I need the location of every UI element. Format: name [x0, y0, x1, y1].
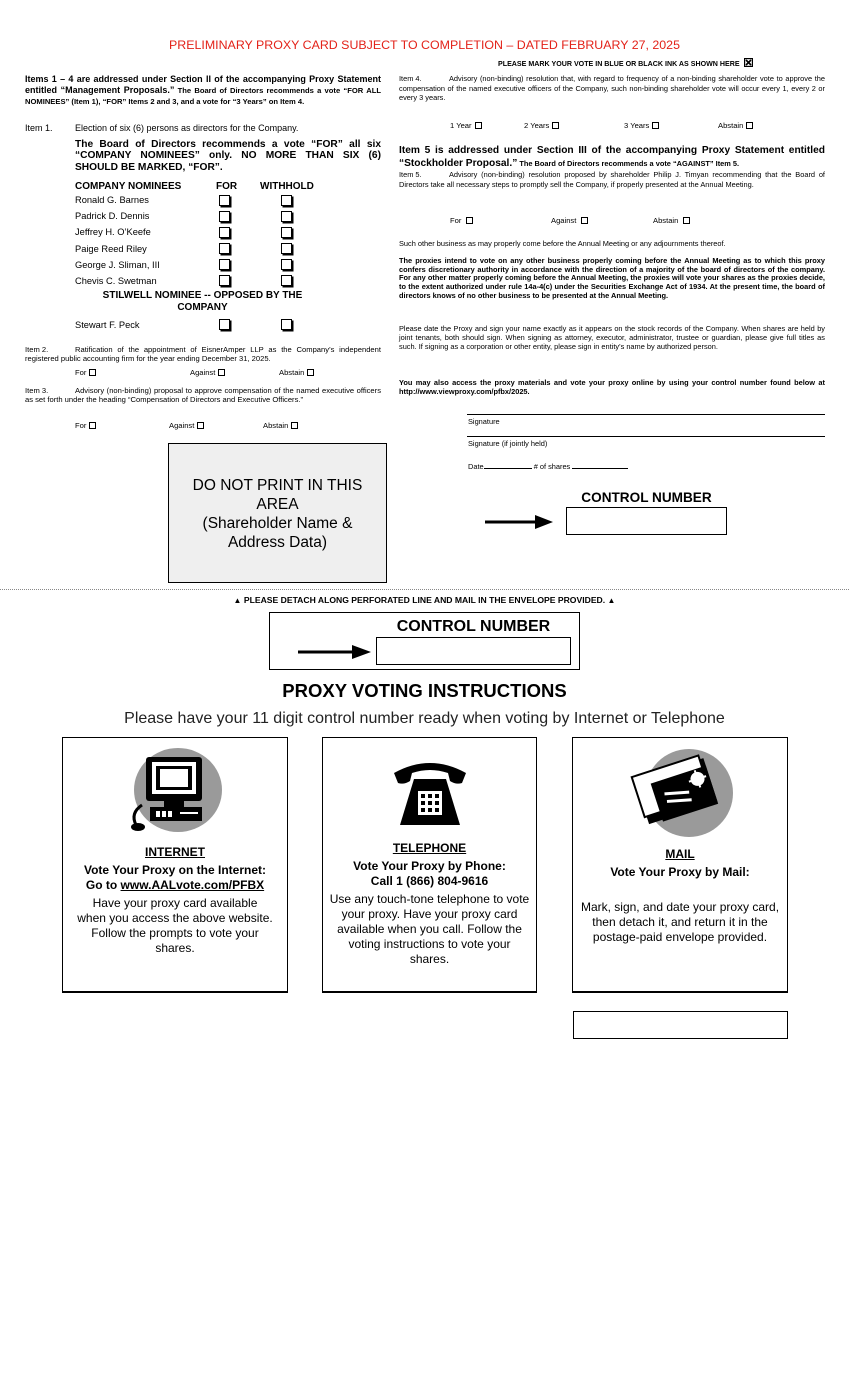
item1-label: Item 1. [25, 123, 53, 133]
item5-text: Advisory (non-binding) resolution proposed by shareholder Philip J. Timyan recommending that the Board of Directors take all necessary steps to promptly sell the Company, if properly presented at the Annual Meeting. [399, 170, 825, 189]
date-shares-row [468, 462, 628, 471]
freq-3-years-option[interactable] [624, 121, 659, 130]
item4-label: Item 4. [399, 74, 422, 83]
nominee-row [75, 244, 147, 254]
nominee-1-withhold-checkbox[interactable] [281, 195, 292, 206]
checkbox-icon[interactable] [746, 122, 753, 129]
internet-body: Have your proxy card available when you access the above website. Follow the prompts to vote your shares. [77, 896, 273, 955]
nominee-6-withhold-checkbox[interactable] [281, 275, 292, 286]
telephone-line1: Vote Your Proxy by Phone: [353, 859, 506, 873]
shares-field[interactable] [572, 468, 628, 469]
online-access: You may also access the proxy materials and vote your proxy online by using your control number found below at http://www.viewproxy.com/pfbx/2025. [399, 378, 825, 397]
checkbox-icon[interactable] [218, 369, 225, 376]
mark-vote-text: PLEASE MARK YOUR VOTE IN BLUE OR BLACK INK AS SHOWN HERE [498, 60, 740, 68]
telephone-heading: TELEPHONE [392, 841, 467, 855]
freq-3-label: 3 Years [624, 121, 650, 130]
nominee-name: Paige Reed Riley [75, 244, 147, 254]
for-label: For [75, 421, 87, 430]
detach-instruction [0, 595, 849, 605]
card-title: PRELIMINARY PROXY CARD SUBJECT TO COMPLETION – DATED FEBRUARY 27, 2025 [169, 38, 680, 52]
checkbox-icon[interactable] [197, 422, 204, 429]
date-label: Date [468, 462, 484, 471]
nominee-row [75, 260, 160, 270]
do-not-print-area [168, 443, 387, 583]
control-number-box[interactable] [566, 507, 727, 535]
item5-against-option[interactable] [551, 216, 588, 225]
triangle-up-icon: ▲ [233, 596, 242, 605]
item3-against-option[interactable] [169, 421, 204, 430]
marked-box-icon [744, 58, 753, 67]
nominee-5-for-checkbox[interactable] [219, 259, 230, 270]
nominee-row [75, 320, 140, 330]
freq-abstain-label: Abstain [718, 121, 744, 130]
nominee-row [75, 211, 149, 221]
mail-line1: Vote Your Proxy by Mail: [610, 865, 750, 879]
joint-signature-line[interactable] [467, 436, 825, 437]
board-recommendation: The Board of Directors recommends a vote “FOR” all six “COMPANY NOMINEES” only. NO MORE THAN SIX (6) SHOULD BE MARKED, “FOR”. [75, 139, 381, 173]
checkbox-icon[interactable] [552, 122, 559, 129]
checkbox-icon[interactable] [89, 369, 96, 376]
nominee-name: Ronald G. Barnes [75, 195, 149, 205]
checkbox-icon[interactable] [89, 422, 96, 429]
voting-instructions-subtitle: Please have your 11 digit control number ready when voting by Internet or Telephone [124, 710, 725, 727]
voting-instructions-title: PROXY VOTING INSTRUCTIONS [282, 680, 567, 701]
nominee-name: Padrick D. Dennis [75, 211, 150, 221]
nominee-name: Chevis C. Swetman [75, 276, 157, 286]
nominee-row [75, 195, 149, 205]
for-label: For [75, 368, 87, 377]
arrow-right-icon [485, 512, 555, 537]
checkbox-icon[interactable] [466, 217, 473, 224]
item5-heading-rest: The Board of Directors recommends a vote “AGAINST” Item 5. [517, 159, 740, 169]
checkbox-icon[interactable] [475, 122, 482, 129]
item3-abstain-option[interactable] [263, 421, 298, 430]
nominee-name: George J. Sliman, III [75, 260, 160, 270]
nominee-row [75, 227, 151, 237]
mail-panel [572, 737, 788, 993]
col-withhold: WITHHOLD [260, 181, 314, 192]
for-label: For [450, 216, 462, 225]
perforated-line [0, 589, 849, 590]
other-business: Such other business as may properly come before the Annual Meeting or any adjournments thereof. [399, 239, 726, 248]
item2-text: Ratification of the appointment of EisnerAmper LLP as the Company’s independent registered public accounting firm for the year ending December 31, 2025. [25, 345, 381, 364]
management-proposals-intro [25, 74, 381, 108]
blank-box [573, 1011, 788, 1039]
item5 [399, 170, 825, 189]
discretionary-authority: The proxies intend to vote on any other business properly coming before the Annual Meeting as to which this proxy confers discretionary authority in accordance with the direction of a majority of the board of directors of the company. For any other matter properly coming before the Annual Meeting, the proxies will vote your shares as the proxies decide, to the extent authorized under rule 14a-4(c) under the Securities Exchange Act of 1934. At the present time, the board of directors knows of no other business to be presented at the Annual Meeting. [399, 256, 825, 300]
internet-line1: Vote Your Proxy on the Internet: [83, 863, 267, 877]
control-number-label: CONTROL NUMBER [581, 490, 712, 505]
telephone-icon [390, 751, 470, 831]
abstain-label: Abstain [279, 368, 305, 377]
checkbox-icon[interactable] [652, 122, 659, 129]
item5-label: Item 5. [399, 170, 422, 179]
telephone-number: Call 1 (866) 804-9616 [370, 874, 489, 888]
against-label: Against [551, 216, 577, 225]
nominee-2-withhold-checkbox[interactable] [281, 211, 292, 222]
item2-against-option[interactable] [190, 368, 225, 377]
internet-goto [63, 878, 287, 893]
freq-2-years-option[interactable] [524, 121, 559, 130]
nominee-4-withhold-checkbox[interactable] [281, 243, 292, 254]
checkbox-icon[interactable] [581, 217, 588, 224]
item1-text: Election of six (6) persons as directors for the Company. [75, 123, 299, 133]
freq-2-label: 2 Years [524, 121, 550, 130]
do-not-print-label: DO NOT PRINT IN THIS AREA [192, 477, 363, 513]
freq-abstain-option[interactable] [718, 121, 753, 130]
control-number-box-bottom[interactable] [376, 637, 571, 665]
item3-label: Item 3. [25, 386, 49, 395]
checkbox-icon[interactable] [683, 217, 690, 224]
item2-for-option[interactable] [75, 368, 96, 377]
freq-1-year-option[interactable] [450, 121, 482, 130]
mark-vote-instruction [498, 58, 753, 68]
stilwell-nominee-name: Stewart F. Peck [75, 320, 140, 330]
item2-label: Item 2. [25, 345, 49, 354]
nominee-4-for-checkbox[interactable] [219, 243, 230, 254]
col-for: FOR [216, 181, 238, 192]
stilwell-withhold-checkbox[interactable] [281, 319, 292, 330]
nominee-1-for-checkbox[interactable] [219, 195, 230, 206]
mail-envelope-icon [625, 745, 735, 837]
checkbox-icon[interactable] [307, 369, 314, 376]
item3-text: Advisory (non-binding) proposal to approve compensation of the named executive officers as set forth under the heading “Compensation of Directors and Executive Officers.” [25, 386, 381, 405]
nominee-6-for-checkbox[interactable] [219, 275, 230, 286]
abstain-label: Abstain [263, 421, 289, 430]
joint-signature-label: Signature (if jointly held) [468, 439, 548, 448]
stilwell-for-checkbox[interactable] [219, 319, 230, 330]
item5-heading [399, 143, 825, 170]
nominee-2-for-checkbox[interactable] [219, 211, 230, 222]
item2 [25, 345, 381, 364]
against-label: Against [190, 368, 216, 377]
checkbox-icon[interactable] [291, 422, 298, 429]
mail-body: Mark, sign, and date your proxy card, then detach it, and return it in the postage-paid envelope provided. [580, 900, 780, 944]
freq-1-label: 1 Year [450, 121, 472, 130]
nominee-5-withhold-checkbox[interactable] [281, 259, 292, 270]
item5-for-option[interactable] [450, 216, 473, 225]
detach-text: PLEASE DETACH ALONG PERFORATED LINE AND MAIL IN THE ENVELOPE PROVIDED. [243, 595, 606, 605]
goto-label: Go to [85, 878, 121, 892]
internet-heading: INTERNET [145, 845, 205, 859]
item2-abstain-option[interactable] [279, 368, 314, 377]
signature-label: Signature [468, 417, 500, 426]
item3 [25, 386, 381, 405]
telephone-panel [322, 737, 537, 993]
triangle-up-icon: ▲ [607, 596, 616, 605]
control-number-label-bottom: CONTROL NUMBER [396, 618, 551, 635]
item3-for-option[interactable] [75, 421, 96, 430]
nominee-row [75, 276, 157, 286]
date-field[interactable] [484, 468, 532, 469]
nominee-3-withhold-checkbox[interactable] [281, 227, 292, 238]
date-and-sign-instructions: Please date the Proxy and sign your name exactly as it appears on the stock records of the Company. When shares are held by joint tenants, both should sign. When signing as attorney, executor, administrator, trustee or guardian, please give full titles as such. If signing as a corporation or other entity, please sign in entity’s name by authorized person. [399, 324, 825, 352]
nominee-3-for-checkbox[interactable] [219, 227, 230, 238]
against-label: Against [169, 421, 195, 430]
item4 [399, 74, 825, 103]
abstain-label: Abstain [653, 216, 679, 225]
mail-heading: MAIL [665, 847, 695, 861]
col-company-nominees: COMPANY NOMINEES [75, 181, 182, 192]
arrow-right-icon [298, 642, 372, 667]
shareholder-data-label: (Shareholder Name & Address Data) [202, 515, 353, 551]
intro-rest: The Board of Directors recommends a vote “FOR ALL NOMINEES” (Item 1), “FOR” Items 2 and 3, and a vote for “3 Years” on Item 4. [25, 85, 381, 106]
stilwell-nominee-heading: STILWELL NOMINEE -- OPPOSED BY THE COMPANY [102, 290, 303, 313]
nominee-name: Jeffrey H. O’Keefe [75, 227, 151, 237]
item4-text: Advisory (non-binding) resolution that, with regard to frequency of a non-binding shareholder vote to approve the compensation of the named executive officers of the Company, such non-binding shareholder vote will occur every 1, every 2 or every 3 years. [399, 74, 825, 102]
internet-panel [62, 737, 288, 993]
shares-label: # of shares [533, 462, 571, 471]
computer-icon [120, 745, 230, 835]
item5-heading-bold: Item 5 is addressed under Section III of the accompanying Proxy Statement entitled “Stockholder Proposal.” [399, 145, 825, 170]
signature-line[interactable] [467, 414, 825, 415]
intro-bold: Items 1 – 4 are addressed under Section II of the accompanying Proxy Statement entitled “Management Proposals.” [25, 74, 381, 95]
item5-abstain-option[interactable] [653, 216, 690, 225]
telephone-body: Use any touch-tone telephone to vote your proxy. Have your proxy card available when you call. Follow the voting instructions to vote your shares. [329, 892, 530, 966]
internet-voting-link[interactable]: www.AALvote.com/PFBX [120, 878, 265, 892]
